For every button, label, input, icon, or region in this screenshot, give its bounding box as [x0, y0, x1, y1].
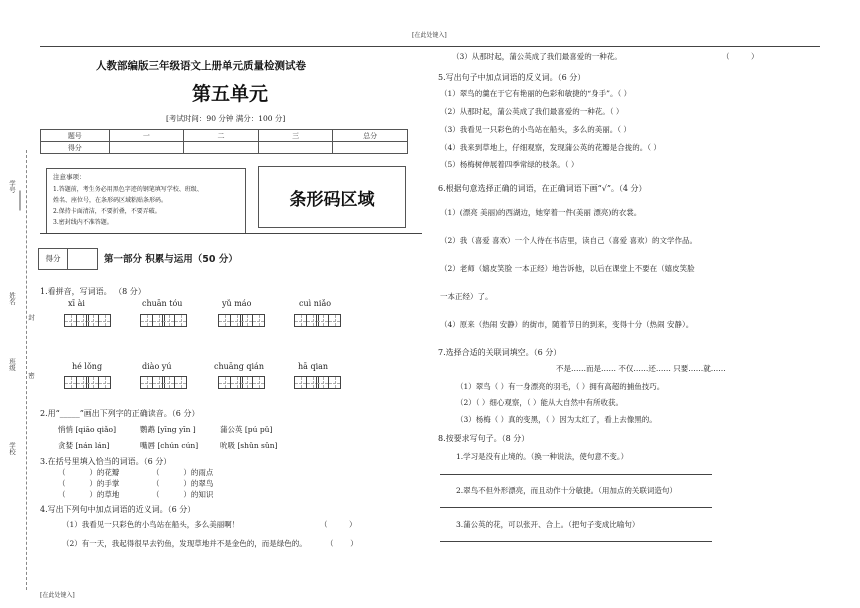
- part1-title: 第一部分 积累与运用（50 分）: [104, 254, 238, 265]
- q4-item: （1）我看见一只彩色的小鸟站在船头，多么美丽啊！: [62, 520, 240, 529]
- q7-item[interactable]: （3）杨梅（ ）真的变黑，（ ）因为太红了，看上去像黑的。: [456, 415, 657, 424]
- exam-info: [考试时间：90 分钟 满分：100 分]: [166, 114, 286, 123]
- score-entry-cell[interactable]: [184, 142, 259, 154]
- q2-option[interactable]: 鹦鹉 [yīng yīn ]: [140, 425, 196, 434]
- q2-option[interactable]: 嘴唇 [chún cún]: [140, 441, 199, 450]
- score-row-label: 得分: [41, 142, 110, 154]
- char-grid[interactable]: [140, 314, 164, 327]
- q8-item: 2.翠鸟不但外形漂亮，而且动作十分敏捷。（用加点的关联词造句）: [456, 486, 677, 495]
- q4-title: 4.写出下列句中加点词语的近义词。（6 分）: [40, 505, 196, 514]
- q6-item[interactable]: （1）(漂亮 美丽)的西湖边，她穿着一件(美丽 漂亮)的衣裳。: [440, 208, 642, 217]
- char-grid[interactable]: [162, 376, 186, 389]
- q4-answer-paren[interactable]: （ ）: [326, 539, 358, 548]
- q8-item: 3.蒲公英的花，可以张开、合上。（把句子变成比喻句）: [456, 520, 640, 529]
- notice-item: 3.密封线内不准答题。: [53, 219, 113, 226]
- score-entry-cell[interactable]: [109, 142, 184, 154]
- barcode-area: [258, 166, 406, 228]
- notice-box: [46, 168, 246, 234]
- char-grid[interactable]: [140, 376, 164, 389]
- unit-title: 第五单元: [192, 83, 269, 105]
- char-grid[interactable]: [86, 314, 110, 327]
- q8-title: 8.按要求写句子。（8 分）: [438, 434, 530, 443]
- answer-line[interactable]: [440, 474, 712, 475]
- q4-item: （3）从那时起，蒲公英成了我们最喜爱的一种花。: [452, 52, 622, 61]
- score-header-cell: 二: [184, 130, 259, 142]
- part1-score-box: [38, 248, 98, 270]
- char-grid[interactable]: [64, 376, 88, 389]
- q7-item[interactable]: （1）翠鸟（ ）有一身漂亮的羽毛，（ ）拥有高超的捕鱼技巧。: [456, 382, 665, 391]
- pinyin-label: hé lǒng: [72, 362, 103, 371]
- char-grid[interactable]: [294, 314, 318, 327]
- score-table: [40, 129, 408, 154]
- q5-item[interactable]: （1）翠鸟的羹在于它有艳丽的色彩和敏捷的“身手”。（ ）: [440, 89, 632, 98]
- pinyin-label: yǔ máo: [222, 299, 252, 308]
- q7-title: 7.选择合适的关联词填空。（6 分）: [438, 348, 562, 357]
- answer-line[interactable]: [440, 507, 712, 508]
- q6-title: 6.根据句意选择正确的词语，在正确词语下画“√”。（4 分）: [438, 184, 647, 193]
- char-grid[interactable]: [294, 376, 318, 389]
- q5-title: 5.写出句子中加点词语的反义词。（6 分）: [438, 73, 586, 82]
- q3-item[interactable]: （ ）的花瓣: [58, 468, 120, 477]
- q4-answer-paren[interactable]: （ ）: [722, 52, 759, 61]
- char-grid[interactable]: [86, 376, 110, 389]
- q5-item[interactable]: （4）我来到草地上，仔细观察，发现蒲公英的花瓣是合拢的。（ ）: [440, 143, 661, 152]
- answer-line[interactable]: [440, 541, 712, 542]
- q2-option[interactable]: 蒲公英 [pú pǔ]: [220, 425, 273, 434]
- char-grid[interactable]: [240, 376, 264, 389]
- q7-item[interactable]: （2）（ ）细心观察，（ ）能从大自然中有所收获。: [456, 398, 624, 407]
- q1-title: 1.看拼音，写词语。 （8 分）: [40, 287, 146, 296]
- char-grid[interactable]: [64, 314, 88, 327]
- q3-item[interactable]: （ ）的雨点: [152, 468, 214, 477]
- top-divider: [40, 46, 820, 47]
- q2-title: 2.用“_____”画出下列字的正确读音。（6 分）: [40, 409, 200, 418]
- exam-title: 人教部编版三年级语文上册单元质量检测试卷: [96, 60, 306, 72]
- pinyin-label: chuān tóu: [142, 299, 183, 308]
- side-label-name: 姓名: [8, 292, 16, 305]
- barcode-label: 条形码区域: [289, 190, 375, 210]
- q5-item[interactable]: （2）从那时起，蒲公英成了我们最喜爱的一种花。（ ）: [440, 107, 624, 116]
- seal-mark-feng: 封: [27, 314, 35, 321]
- footer-note: [在此处键入]: [40, 592, 75, 599]
- side-label-student-id: 学号: [8, 180, 16, 193]
- q2-option[interactable]: 吮吸 [shǔn sǔn]: [220, 441, 278, 450]
- q2-option[interactable]: 悄悄 [qiāo qiǎo]: [58, 425, 116, 434]
- notice-item: 1.答题前，考生务必用黑色字迹的钢笔填写学校、班级、: [53, 186, 203, 193]
- q3-item[interactable]: （ ）的知识: [152, 490, 214, 499]
- part1-score-label: 得分: [39, 249, 68, 269]
- score-header-cell: 题号: [41, 130, 110, 142]
- pinyin-label: cuì niǎo: [299, 299, 332, 308]
- char-grid[interactable]: [218, 376, 242, 389]
- seal-dashed-line: [26, 150, 27, 590]
- pinyin-label: xī ài: [68, 299, 85, 308]
- pinyin-label: hā qian: [298, 362, 329, 371]
- q3-title: 3.在括号里填入恰当的词语。（6 分）: [40, 457, 172, 466]
- side-label-school: 学校: [8, 442, 16, 455]
- seal-mark-mi: 密: [27, 372, 35, 379]
- q3-item[interactable]: （ ）的草地: [58, 490, 120, 499]
- header-note: [在此处键入]: [412, 32, 447, 39]
- notice-item: 姓名、座位号，在条形码区域粘贴条形码。: [53, 197, 168, 204]
- q3-item[interactable]: （ ）的手掌: [58, 479, 120, 488]
- pinyin-label: chuāng qián: [214, 362, 264, 371]
- q6-item[interactable]: （2）我（喜爱 喜欢）一个人待在书店里，读自己（喜爱 喜欢）的文学作品。: [440, 236, 698, 245]
- side-label-class: 班级: [8, 358, 16, 371]
- q3-item[interactable]: （ ）的翠鸟: [152, 479, 214, 488]
- score-header-cell: 总分: [333, 130, 408, 142]
- pinyin-label: diào yú: [142, 362, 172, 371]
- q4-answer-paren[interactable]: （ ）: [320, 520, 357, 529]
- char-grid[interactable]: [162, 314, 186, 327]
- q5-item[interactable]: （5）杨梅树伸展着四季常绿的枝条。（ ）: [440, 160, 579, 169]
- notice-item: 2.保持卡面清洁，不要折叠，不要弄破。: [53, 208, 161, 215]
- char-grid[interactable]: [240, 314, 264, 327]
- q6-item[interactable]: （4）原来（热闹 安静）的街市，随着节日的到来，变得十分（热闹 安静）。: [440, 320, 694, 329]
- q6-item[interactable]: 一本正经）了。: [440, 292, 493, 301]
- q4-item: （2）有一天，我起得很早去钓鱼，发现草地并不是金色的，而是绿色的。: [62, 539, 307, 548]
- score-entry-cell[interactable]: [258, 142, 333, 154]
- q7-options: 不是……而是…… 不仅……还…… 只要……就……: [556, 364, 726, 373]
- score-header-cell: 三: [258, 130, 333, 142]
- q6-item[interactable]: （2）老师（嬉皮笑脸 一本正经）地告诉他，以后在课堂上不要在（嬉皮笑脸: [440, 264, 695, 273]
- q8-item: 1.学习是没有止境的。（换一种说法，使句意不变。）: [456, 452, 629, 461]
- notice-title: 注意事项：: [53, 173, 86, 181]
- char-grid[interactable]: [316, 314, 340, 327]
- char-grid[interactable]: [316, 376, 340, 389]
- q5-item[interactable]: （3）我看见一只彩色的小鸟站在船头，多么的美丽。（ ）: [440, 125, 631, 134]
- notice-items: [53, 184, 203, 228]
- q2-option[interactable]: 贪婪 [nán lán]: [58, 441, 110, 450]
- char-grid[interactable]: [218, 314, 242, 327]
- score-entry-cell[interactable]: [333, 142, 408, 154]
- score-header-cell: 一: [109, 130, 184, 142]
